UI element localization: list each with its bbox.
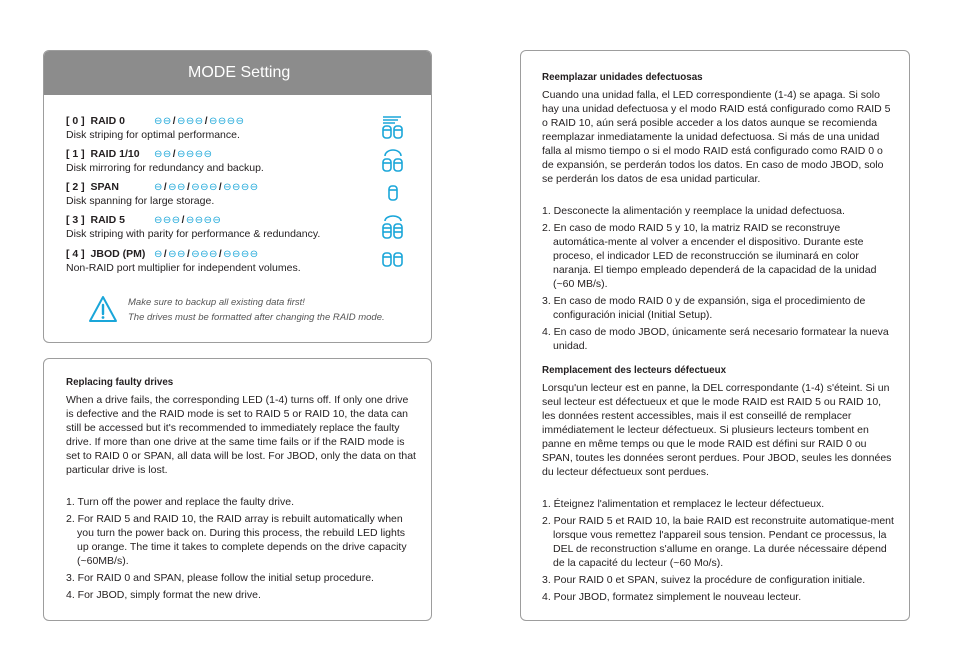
parity-disks-icon <box>380 214 406 240</box>
drive-combo: ⊖ <box>154 249 163 260</box>
section-title: Reemplazar unidades defectuosas <box>542 72 703 83</box>
step-item: 2. For RAID 5 and RAID 10, the RAID array is rebuilt automatically when you turn the power back on. During this process, the rebuild LED lights up orange. The time it takes to complete depends on the drive capacity (~60MB/s). <box>66 513 407 567</box>
mode-name: RAID 0 <box>90 115 125 127</box>
step-list <box>542 497 894 604</box>
step-item: 4. En caso de modo JBOD, únicamente será necesario formatear la nueva unidad. <box>542 326 889 352</box>
step-list <box>542 204 894 353</box>
warning-note <box>88 295 408 329</box>
drive-combo: ⊖⊖⊖ <box>191 182 218 193</box>
drive-combo: ⊖⊖ <box>168 249 186 260</box>
french-section <box>542 364 894 607</box>
step-item: 2. En caso de modo RAID 5 y 10, la matriz RAID se reconstruye automática-mente al volver a encender el dispositivo. Durante este proceso, el indicador LED de reconstrucción se iluminará en color naranja. El tiempo empleado dependerá de la capacidad de la unidad (~60 MB/s). <box>542 222 877 290</box>
step-item: 4. For JBOD, simply format the new drive. <box>66 589 261 601</box>
mode-description: Non-RAID port multiplier for independent volumes. <box>66 262 301 274</box>
section-paragraph: Cuando una unidad falla, el LED correspondiente (1-4) se apaga. Si solo hay una unidad defectuosa y el modo RAID está configurado como RAID 5 o RAID 10, aún será posible acceder a los datos aunque se recomienda reemplazar inmediatamente la unidad defectuosa. Si más de una unidad falla al mismo tiempo o si el modo RAID está configurado como RAID 0 o de expansión, se perderán todos los datos. En caso de modo JBOD, solo se perderán los datos de esa unidad particular. <box>542 89 891 185</box>
independent-disks-icon <box>380 247 406 273</box>
step-item: 2. Pour RAID 5 et RAID 10, la baie RAID est reconstruite automatique-ment lorsque vous remettez l'appareil sous tension. Pendant ce processus, la DEL de reconstruction s'allume en orange. La durée nécessaire dépend de la capacité du lecteur (~60 Mo/s). <box>542 515 894 569</box>
section-paragraph: When a drive fails, the corresponding LED (1-4) turns off. If only one drive is defective and the RAID mode is set to RAID 5 or RAID 10, the data can still be accessed but it's recommended to immediately replace the faulty drive. If more than one drive at the same time fails or if the RAID mode is set to RAID 0 or SPAN, all data will be lost. For JBOD, only the data on that particular drive is lost. <box>66 394 416 476</box>
drive-combinations: ⊖/⊖⊖/⊖⊖⊖/⊖⊖⊖⊖ <box>154 182 259 193</box>
mode-name: SPAN <box>90 181 119 193</box>
drive-combinations: ⊖⊖/⊖⊖⊖/⊖⊖⊖⊖ <box>154 116 245 127</box>
drive-combo: ⊖⊖⊖ <box>154 215 181 226</box>
mode-description: Disk mirroring for redundancy and backup. <box>66 162 264 174</box>
mode-setting-title: MODE Setting <box>44 51 431 95</box>
mode-id: [ 0 ] <box>66 115 85 127</box>
single-disk-icon <box>380 181 406 207</box>
drive-combinations: ⊖⊖⊖/⊖⊖⊖⊖ <box>154 215 222 226</box>
striped-disks-icon <box>380 115 406 141</box>
step-item: 1. Éteignez l'alimentation et remplacez le lecteur défectueux. <box>542 498 825 510</box>
section-title: Remplacement des lecteurs défectueux <box>542 365 727 376</box>
mode-id: [ 1 ] <box>66 148 85 160</box>
section-paragraph: Lorsqu'un lecteur est en panne, la DEL correspondante (1-4) s'éteint. Si un seul lecteur est défectueux et que le mode RAID est RAID 5 ou RAID 10, les données restent accessibles, mais il est conseillé de remplacer immédiatement le lecteur défectueux. Si plusieurs lecteurs tombent en panne en même temps ou que le mode RAID est défini sur RAID 0 ou SPAN, toutes les données seront perdues. Pour JBOD, seules les données du lecteur défectueux sont perdues. <box>542 382 892 478</box>
spanish-section <box>542 71 894 356</box>
drive-combo: ⊖⊖⊖⊖ <box>185 215 222 226</box>
drive-combinations: ⊖/⊖⊖/⊖⊖⊖/⊖⊖⊖⊖ <box>154 249 259 260</box>
step-list <box>66 495 416 602</box>
step-item: 3. For RAID 0 and SPAN, please follow the initial setup procedure. <box>66 572 374 584</box>
mode-row-jbod <box>66 248 406 275</box>
drive-combo: ⊖⊖⊖⊖ <box>177 149 213 160</box>
spanish-french-panel <box>520 50 910 621</box>
english-section <box>66 376 416 605</box>
mode-id: [ 3 ] <box>66 214 85 226</box>
warning-line-1: Make sure to backup all existing data first! <box>128 297 305 308</box>
drive-combo: ⊖ <box>154 182 163 193</box>
section-title: Replacing faulty drives <box>66 377 174 388</box>
drive-combo: ⊖⊖ <box>168 182 186 193</box>
drive-combo: ⊖⊖ <box>154 149 172 160</box>
mode-name: RAID 1/10 <box>90 148 140 160</box>
drive-combinations: ⊖⊖/⊖⊖⊖⊖ <box>154 149 213 160</box>
mode-name: JBOD (PM) <box>90 248 146 260</box>
step-item: 3. Pour RAID 0 et SPAN, suivez la procédure de configuration initiale. <box>542 574 866 586</box>
mode-setting-panel <box>43 50 432 343</box>
mode-row-raid5 <box>66 214 406 241</box>
english-section-panel <box>43 358 432 621</box>
mode-description: Disk striping for optimal performance. <box>66 129 240 141</box>
drive-combo: ⊖⊖⊖ <box>177 116 204 127</box>
mode-id: [ 2 ] <box>66 181 85 193</box>
drive-combo: ⊖⊖⊖⊖ <box>208 116 245 127</box>
drive-combo: ⊖⊖⊖⊖ <box>223 182 259 193</box>
step-item: 3. En caso de modo RAID 0 y de expansión, siga el procedimiento de configuración inicial (Initial Setup). <box>542 295 866 321</box>
mode-row-span <box>66 181 406 208</box>
warning-triangle-icon <box>88 295 118 323</box>
mode-row-raid1 <box>66 148 406 175</box>
mode-name: RAID 5 <box>90 214 125 226</box>
mode-row-raid0 <box>66 115 406 142</box>
mode-id: [ 4 ] <box>66 248 85 260</box>
mirrored-disks-icon <box>380 148 406 174</box>
drive-combo: ⊖⊖ <box>154 116 172 127</box>
mode-description: Disk striping with parity for performance & redundancy. <box>66 228 321 240</box>
drive-combo: ⊖⊖⊖ <box>191 249 218 260</box>
step-item: 1. Turn off the power and replace the faulty drive. <box>66 496 295 508</box>
step-item: 4. Pour JBOD, formatez simplement le nouveau lecteur. <box>542 591 802 603</box>
step-item: 1. Desconecte la alimentación y reemplace la unidad defectuosa. <box>542 205 845 217</box>
drive-combo: ⊖⊖⊖⊖ <box>223 249 259 260</box>
warning-line-2: The drives must be formatted after changing the RAID mode. <box>128 312 385 323</box>
mode-description: Disk spanning for large storage. <box>66 195 215 207</box>
